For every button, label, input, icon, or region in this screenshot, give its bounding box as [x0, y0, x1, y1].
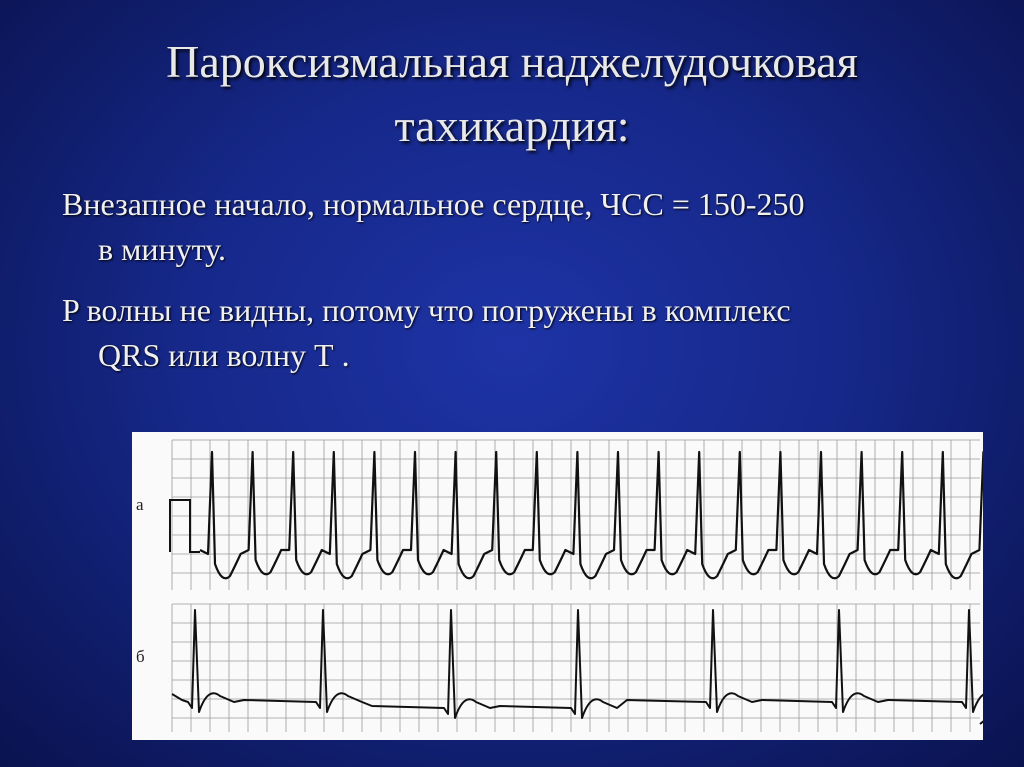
ecg-image: [132, 432, 983, 740]
bullet-2-line-2: QRS или волну Т .: [98, 337, 350, 373]
bullet-1-line-2: в минуту.: [98, 231, 226, 267]
title-line-1: Пароксизмальная наджелудочковая: [166, 36, 858, 87]
bullet-p-waves: [62, 288, 791, 378]
calibration-pulse-a: [170, 500, 200, 552]
bullet-1-line-1: Внезапное начало, нормальное сердце, ЧСС = 150-250: [62, 186, 805, 222]
title-line-2: тахикардия:: [394, 100, 630, 151]
slide-title: [0, 30, 1024, 158]
bullet-heart-rate: [62, 182, 805, 272]
strip-b-label: б: [136, 647, 145, 666]
bullet-2-line-1: P волны не видны, потому что погружены в комплекс: [62, 292, 791, 328]
strip-a-label: а: [136, 495, 144, 514]
ecg-trace-a: [200, 452, 983, 578]
ecg-strips: [132, 432, 983, 740]
ecg-trace-b: [172, 610, 983, 724]
